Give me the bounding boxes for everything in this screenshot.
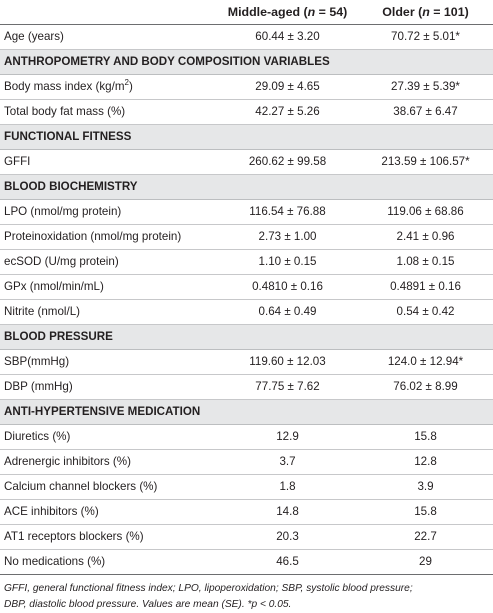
middle-aged-value: 77.75 ± 7.62: [217, 375, 358, 400]
row-label: Calcium channel blockers (%): [0, 475, 217, 500]
older-value: 27.39 ± 5.39*: [358, 75, 493, 100]
row-label: DBP (mmHg): [0, 375, 217, 400]
older-value: 70.72 ± 5.01*: [358, 25, 493, 50]
header-older: Older (n = 101): [358, 0, 493, 25]
middle-aged-value: 0.4810 ± 0.16: [217, 275, 358, 300]
older-value: 2.41 ± 0.96: [358, 225, 493, 250]
table-footnote: [0, 575, 493, 613]
table-row: [0, 475, 493, 500]
section-title: FUNCTIONAL FITNESS: [0, 125, 493, 150]
middle-aged-value: 1.8: [217, 475, 358, 500]
older-value: 15.8: [358, 425, 493, 450]
section-title: ANTI-HYPERTENSIVE MEDICATION: [0, 400, 493, 425]
table-row: [0, 525, 493, 550]
row-label: No medications (%): [0, 550, 217, 575]
table-row: [0, 375, 493, 400]
row-label: ACE inhibitors (%): [0, 500, 217, 525]
row-label: AT1 receptors blockers (%): [0, 525, 217, 550]
older-value: 76.02 ± 8.99: [358, 375, 493, 400]
table-row: [0, 200, 493, 225]
middle-aged-value: 260.62 ± 99.58: [217, 150, 358, 175]
older-value: 38.67 ± 6.47: [358, 100, 493, 125]
table-body: [0, 25, 493, 575]
table-row: [0, 350, 493, 375]
older-value: 22.7: [358, 525, 493, 550]
older-value: 119.06 ± 68.86: [358, 200, 493, 225]
older-value: 124.0 ± 12.94*: [358, 350, 493, 375]
row-label: GPx (nmol/min/mL): [0, 275, 217, 300]
row-label: SBP(mmHg): [0, 350, 217, 375]
section-header-row: [0, 125, 493, 150]
older-value: 1.08 ± 0.15: [358, 250, 493, 275]
middle-aged-value: 20.3: [217, 525, 358, 550]
table-row: [0, 100, 493, 125]
section-header-row: [0, 175, 493, 200]
older-value: 213.59 ± 106.57*: [358, 150, 493, 175]
row-label: Nitrite (nmol/L): [0, 300, 217, 325]
row-label: ecSOD (U/mg protein): [0, 250, 217, 275]
section-title: ANTHROPOMETRY AND BODY COMPOSITION VARIABLES: [0, 50, 493, 75]
older-value: 15.8: [358, 500, 493, 525]
older-value: 0.4891 ± 0.16: [358, 275, 493, 300]
header-middle-aged: Middle-aged (n = 54): [217, 0, 358, 25]
older-value: 3.9: [358, 475, 493, 500]
table-row: [0, 250, 493, 275]
row-label: Age (years): [0, 25, 217, 50]
table-row: [0, 225, 493, 250]
middle-aged-value: 3.7: [217, 450, 358, 475]
middle-aged-value: 14.8: [217, 500, 358, 525]
section-title: BLOOD PRESSURE: [0, 325, 493, 350]
table-row: [0, 275, 493, 300]
table-row: [0, 300, 493, 325]
older-value: 0.54 ± 0.42: [358, 300, 493, 325]
section-header-row: [0, 325, 493, 350]
row-label: Body mass index $(kg/m^2)$: [0, 75, 217, 100]
older-value: 29: [358, 550, 493, 575]
middle-aged-value: 12.9: [217, 425, 358, 450]
table-row: [0, 25, 493, 50]
table-row: [0, 500, 493, 525]
header-row: [0, 0, 493, 25]
middle-aged-value: 1.10 ± 0.15: [217, 250, 358, 275]
middle-aged-value: 29.09 ± 4.65: [217, 75, 358, 100]
section-header-row: [0, 50, 493, 75]
middle-aged-value: 0.64 ± 0.49: [217, 300, 358, 325]
middle-aged-value: 60.44 ± 3.20: [217, 25, 358, 50]
middle-aged-value: 42.27 ± 5.26: [217, 100, 358, 125]
row-label: Total body fat mass (%): [0, 100, 217, 125]
middle-aged-value: 116.54 ± 76.88: [217, 200, 358, 225]
footnote-line-1: GFFI, general functional fitness index; LPO, lipoperoxidation; SBP, systolic blood pressure;: [4, 583, 413, 594]
section-title: BLOOD BIOCHEMISTRY: [0, 175, 493, 200]
middle-aged-value: 2.73 ± 1.00: [217, 225, 358, 250]
table-row: [0, 150, 493, 175]
middle-aged-value: 119.60 ± 12.03: [217, 350, 358, 375]
footnote-line-2: DBP, diastolic blood pressure. Values are mean (SE). *p < 0.05.: [4, 599, 292, 610]
row-label: LPO (nmol/mg protein): [0, 200, 217, 225]
table-row: [0, 550, 493, 575]
row-label: Adrenergic inhibitors (%): [0, 450, 217, 475]
row-label: GFFI: [0, 150, 217, 175]
older-value: 12.8: [358, 450, 493, 475]
row-label: Proteinoxidation (nmol/mg protein): [0, 225, 217, 250]
row-label: Diuretics (%): [0, 425, 217, 450]
header-empty-cell: [0, 0, 217, 25]
section-header-row: [0, 400, 493, 425]
table-row: [0, 75, 493, 100]
table-row: [0, 425, 493, 450]
table-row: [0, 450, 493, 475]
middle-aged-value: 46.5: [217, 550, 358, 575]
